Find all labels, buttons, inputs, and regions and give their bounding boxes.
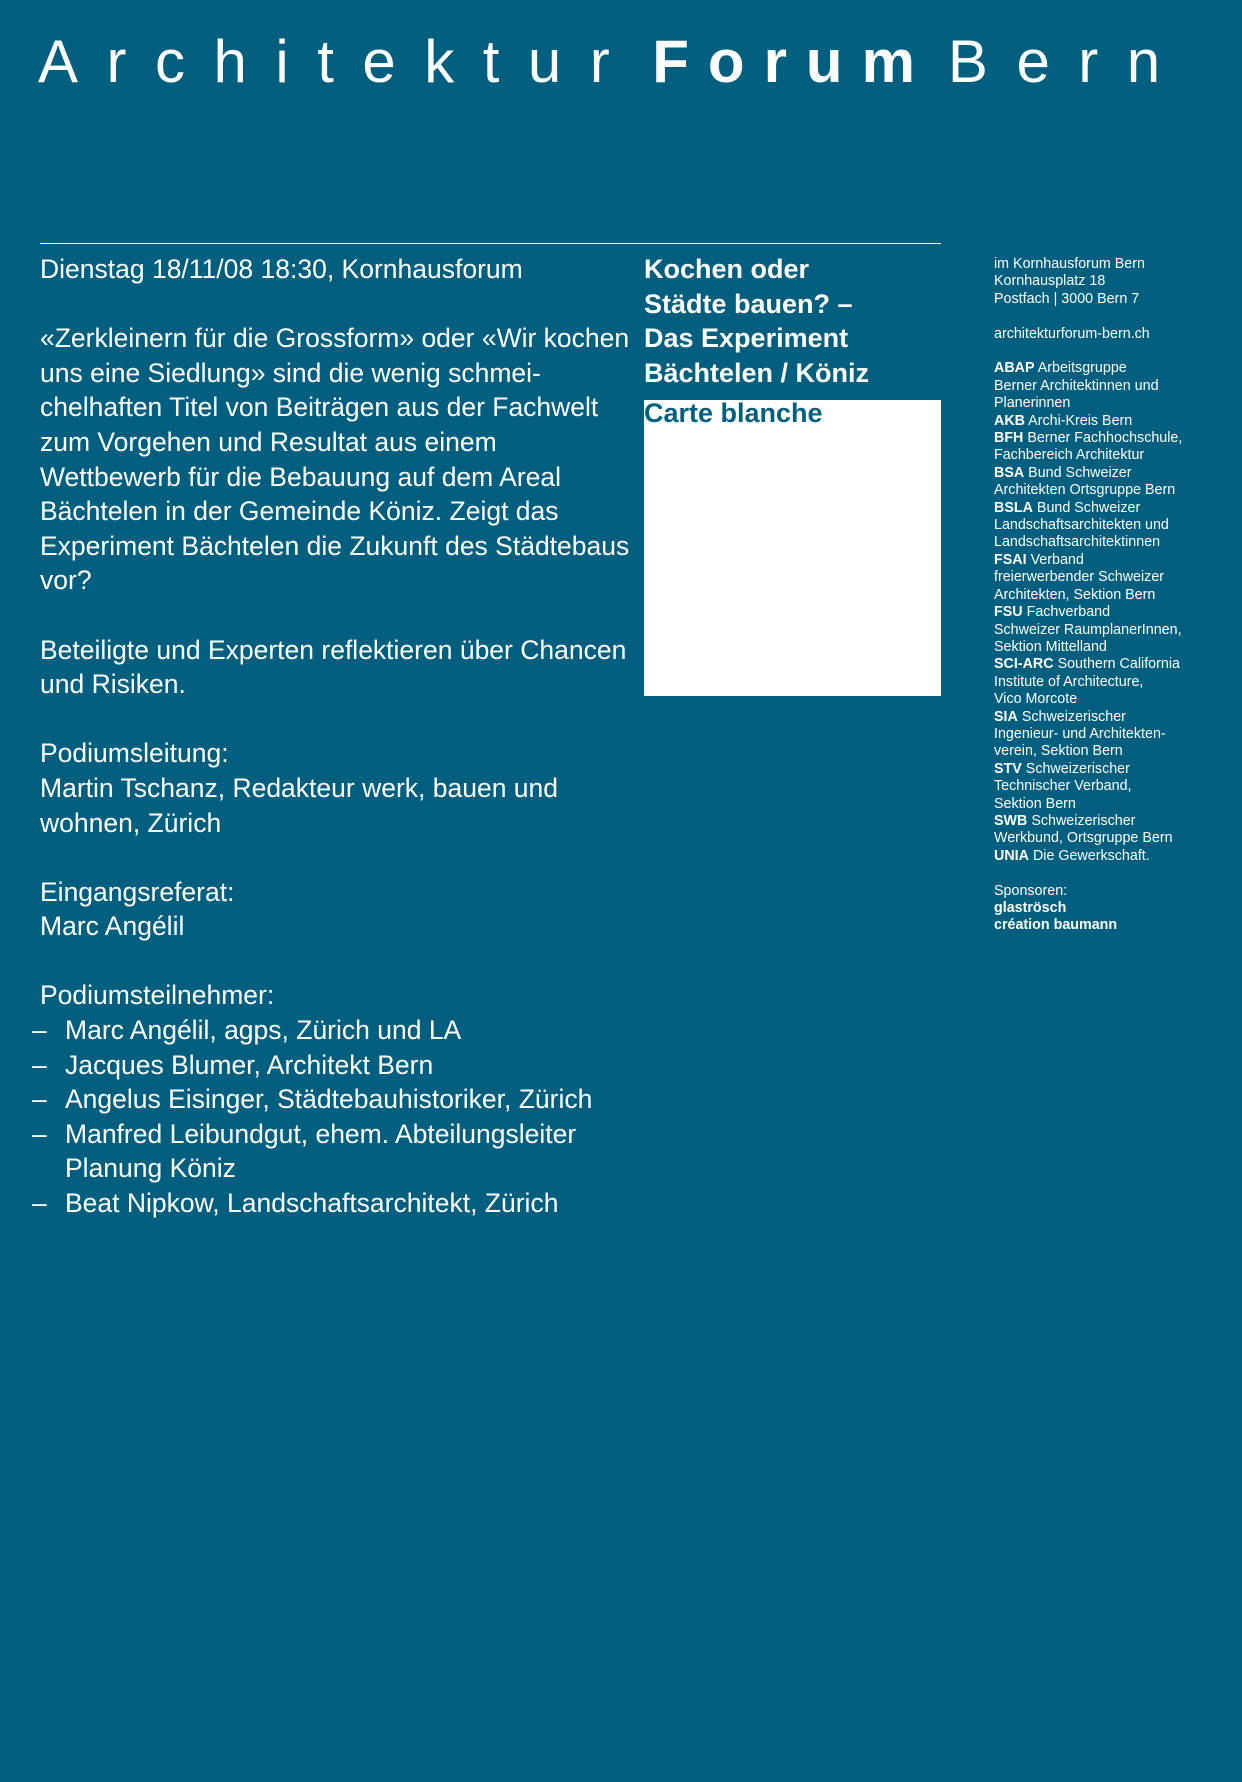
member-abbreviation: FSU xyxy=(994,604,1023,621)
horizontal-divider xyxy=(40,243,941,244)
member-description: Schweizerischer xyxy=(1031,812,1136,829)
member-description: Werkbund, Ortsgruppe Bern xyxy=(994,830,1173,847)
member-entry xyxy=(994,465,1209,482)
member-description: Institute of Architecture, xyxy=(994,673,1144,690)
event-description xyxy=(40,252,630,1221)
member-abbreviation: SCI-ARC xyxy=(994,656,1054,673)
member-description: Architekten Ortsgruppe Bern xyxy=(994,482,1176,499)
member-abbreviation: UNIA xyxy=(994,847,1029,864)
member-entry xyxy=(994,552,1209,569)
member-description: Archi-Kreis Bern xyxy=(1028,412,1133,429)
event-dateline: Dienstag 18/11/08 18:30, Kornhausforum xyxy=(40,254,523,284)
masthead-logo xyxy=(38,22,1189,102)
address-line: im Kornhausforum Bern xyxy=(994,256,1145,272)
member-description: Landschaftsarchitekten und xyxy=(994,517,1169,534)
carte-blanche-label: Carte blanche xyxy=(644,398,823,428)
member-abbreviation: BSA xyxy=(994,464,1025,481)
title-line: Kochen oder xyxy=(644,254,810,284)
title-line: Das Experiment xyxy=(644,323,849,354)
member-description: Fachbereich Architektur xyxy=(994,447,1145,464)
member-entry xyxy=(994,604,1209,621)
member-description: Technischer Verband, xyxy=(994,778,1132,795)
keynote-label: Eingangsreferat: xyxy=(40,876,235,907)
member-abbreviation: SIA xyxy=(994,708,1018,725)
member-description: Planerinnen xyxy=(994,395,1071,412)
sponsor-name: glaströsch xyxy=(994,899,1067,916)
list-item: – Beat Nipkow, Landschaftsarchitekt, Zürich xyxy=(40,1186,630,1221)
member-abbreviation: SWB xyxy=(994,812,1028,829)
member-description: Schweizer RaumplanerInnen, xyxy=(994,621,1182,638)
panel-label: Podiumsteilnehmer: xyxy=(40,980,275,1011)
website-link[interactable]: architekturforum-bern.ch xyxy=(994,325,1150,342)
member-description: Sektion Mittelland xyxy=(994,638,1107,655)
keynote-value: Marc Angélil xyxy=(40,911,185,942)
member-abbreviation: BFH xyxy=(994,430,1024,447)
member-description: freierwerbender Schweizer xyxy=(994,569,1165,586)
list-item: – Marc Angélil, agps, Zürich und LA xyxy=(40,1013,630,1048)
panel-list xyxy=(40,1013,630,1221)
member-description: Vico Morcote xyxy=(994,691,1078,708)
sponsor-name: création baumann xyxy=(994,917,1118,934)
carte-blanche-box xyxy=(644,400,941,696)
member-description: Bund Schweizer xyxy=(1036,499,1141,516)
title-line: Städte bauen? – xyxy=(644,288,853,319)
member-entry xyxy=(994,761,1209,778)
member-description: Die Gewerkschaft. xyxy=(1032,847,1150,864)
member-description: Schweizerischer xyxy=(1021,708,1126,725)
member-description: Arbeitsgruppe xyxy=(1037,360,1127,377)
member-description: Fachverband xyxy=(1026,604,1111,621)
list-item: – Jacques Blumer, Architekt Bern xyxy=(40,1048,630,1083)
member-entry xyxy=(994,709,1209,726)
member-abbreviation: FSAI xyxy=(994,551,1027,568)
member-abbreviation: STV xyxy=(994,760,1022,777)
member-description: Southern California xyxy=(1057,656,1180,673)
member-description: verein, Sektion Bern xyxy=(994,743,1123,760)
member-description: Berner Architektinnen und xyxy=(994,377,1159,394)
member-entry xyxy=(994,413,1209,430)
member-description: Ingenieur- und Architekten- xyxy=(994,725,1166,742)
member-description: Landschaftsarchitektinnen xyxy=(994,534,1161,551)
event-title xyxy=(644,252,944,390)
list-item: – Angelus Eisinger, Städtebauhistoriker, Zürich xyxy=(40,1082,630,1117)
member-description: Bund Schweizer xyxy=(1028,464,1132,481)
member-abbreviation: BSLA xyxy=(994,499,1033,516)
member-entry xyxy=(994,500,1209,517)
masthead-word-architektur: Architektur xyxy=(38,28,639,95)
event-reflection: Beteiligte und Experten reflektieren über Chancen und Risiken. xyxy=(40,634,627,700)
sidebar xyxy=(994,256,1209,935)
member-description: Sektion Bern xyxy=(994,795,1076,812)
masthead-word-forum: Forum xyxy=(652,28,934,95)
member-description: Schweizerischer xyxy=(1025,760,1130,777)
moderation-value: Martin Tschanz, Redakteur werk, bauen und wohnen, Zürich xyxy=(40,772,559,838)
member-entry xyxy=(994,430,1209,447)
member-entry xyxy=(994,656,1209,673)
member-abbreviation: AKB xyxy=(994,412,1025,429)
title-line: Bächtelen / Köniz xyxy=(644,357,870,388)
masthead-word-bern: Bern xyxy=(947,28,1189,95)
address-line: Postfach | 3000 Bern 7 xyxy=(994,290,1140,307)
moderation-label: Podiumsleitung: xyxy=(40,738,229,769)
address-line: Kornhausplatz 18 xyxy=(994,273,1106,290)
sponsors-label: Sponsoren: xyxy=(994,882,1068,899)
member-entry xyxy=(994,848,1209,865)
member-description: Berner Fachhochschule, xyxy=(1027,430,1183,447)
list-item: – Manfred Leibundgut, ehem. Abteilungsleiter Planung Köniz xyxy=(40,1117,630,1186)
member-entry xyxy=(994,813,1209,830)
member-list xyxy=(994,360,1209,865)
member-description: Verband xyxy=(1030,551,1084,568)
member-abbreviation: ABAP xyxy=(994,360,1035,377)
event-intro: «Zerkleinern für die Grossform» oder «Wir kochen uns eine Siedlung» sind die wenig schmeichelhaften Titel von Beiträgen aus der Fachwelt zum Vorgehen und Resultat aus einem Wettbewerb für die Bebauung auf dem Areal Bächtelen in der Gemeinde Köniz. Zeigt das Experiment Bächtelen die Zukunft des Städtebaus vor? xyxy=(40,323,630,596)
member-description: Architekten, Sektion Bern xyxy=(994,586,1156,603)
member-entry xyxy=(994,360,1209,377)
